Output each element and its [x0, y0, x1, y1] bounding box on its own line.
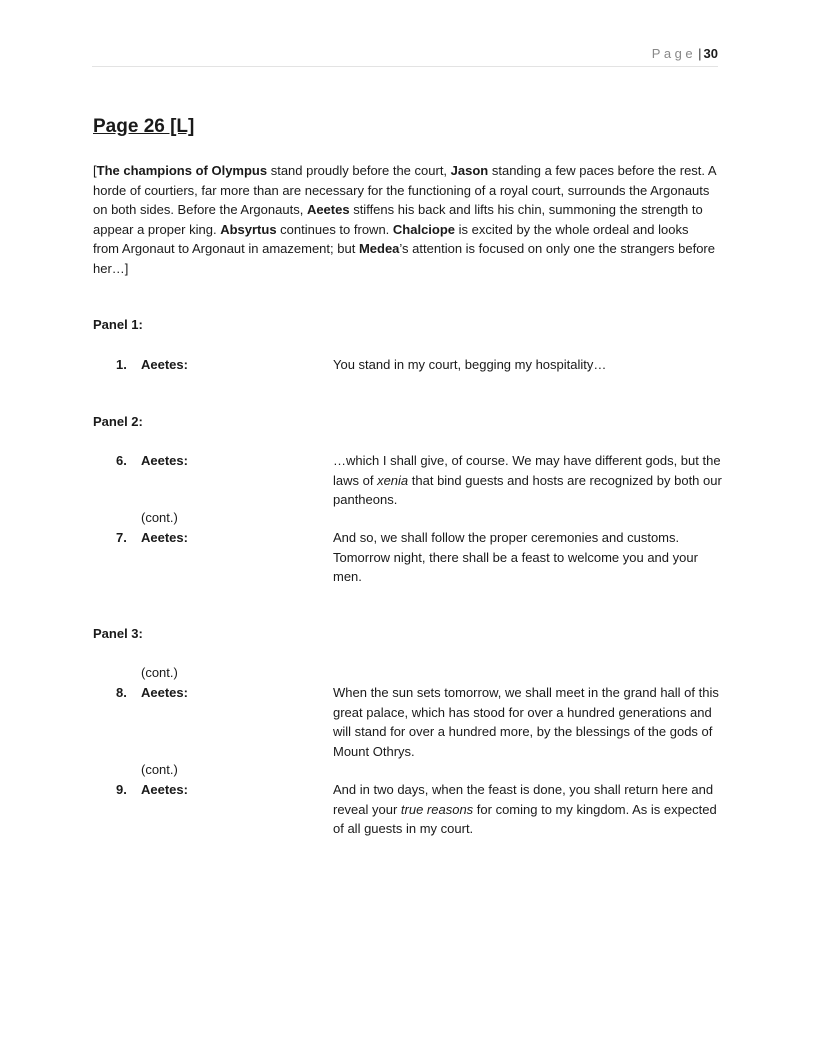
line-number: 7.	[116, 530, 127, 545]
panel-1-label: Panel 1:	[93, 317, 143, 332]
text-run: And in two days, when the feast is done, you shall return here and reveal your	[333, 782, 714, 817]
text-run: [	[93, 163, 97, 178]
cont-marker: (cont.)	[141, 510, 178, 525]
text-run: When the sun sets tomorrow, we shall meet in the grand hall of this great palace, which has stood for over a hundred generations and will stand for over a hundred more, by the blessings of the gods of Mount Othrys.	[333, 685, 719, 759]
text-run: continues to frown.	[276, 221, 393, 237]
bold-name: Medea	[358, 241, 400, 256]
dialogue-text	[333, 451, 723, 510]
page-number: 30	[703, 46, 718, 61]
page-label: Page	[651, 46, 697, 61]
speaker-name: Aeetes:	[141, 782, 188, 797]
speaker-name: Aeetes:	[141, 685, 188, 700]
line-number: 9.	[116, 782, 127, 797]
dialogue-text	[333, 683, 723, 761]
line-number: 8.	[116, 685, 127, 700]
line-number: 6.	[116, 453, 127, 468]
text-run: that bind guests and hosts are recognized by both our pantheons.	[333, 472, 722, 507]
text-run: for coming to my kingdom. As is expected of all guests in my court.	[333, 801, 717, 836]
cont-marker: (cont.)	[141, 665, 178, 680]
text-run: standing a few paces before the rest. A horde of courtiers, far more than are necessary for the functioning of a royal court, surrounds the Argonauts on both sides. Before the Argonauts,	[93, 163, 716, 217]
line-number: 1.	[116, 357, 127, 372]
speaker-name: Aeetes:	[141, 357, 188, 372]
bold-name: Jason	[450, 163, 489, 178]
cont-marker: (cont.)	[141, 762, 178, 777]
dialogue-text	[333, 528, 723, 587]
bold-name: Aeetes	[306, 202, 350, 217]
text-run: stand proudly before the court,	[267, 163, 451, 178]
page-separator: |	[698, 46, 702, 61]
speaker-name: Aeetes:	[141, 530, 188, 545]
panel-2-label: Panel 2:	[93, 414, 143, 429]
text-run: is excited by the whole ordeal and looks from Argonaut to Argonaut in amazement; but	[93, 221, 689, 256]
text-run: You stand in my court, begging my hospitality…	[333, 357, 607, 372]
bold-name: Absyrtus	[220, 221, 277, 237]
text-run: stiffens his back and lifts his chin, summoning the strength to appear a proper king.	[93, 202, 703, 237]
page-title: Page 26 [L]	[93, 116, 195, 137]
italic-text: xenia	[377, 472, 409, 488]
bold-name: The champions of Olympus	[96, 163, 268, 178]
text-run: And so, we shall follow the proper ceremonies and customs. Tomorrow night, there shall be a feast to welcome you and your men.	[333, 530, 698, 584]
scene-description	[93, 161, 718, 278]
dialogue-text	[333, 780, 723, 839]
page-header	[92, 46, 718, 67]
panel-3-label: Panel 3:	[93, 626, 143, 641]
bold-name: Chalciope	[392, 221, 456, 237]
speaker-name: Aeetes:	[141, 453, 188, 468]
dialogue-text	[333, 355, 723, 375]
text-run: …which I shall give, of course. We may have different gods, but the laws of	[333, 453, 721, 488]
text-run: ’s attention is focused on only one the strangers before her…]	[93, 241, 715, 276]
italic-text: true reasons	[400, 801, 474, 817]
